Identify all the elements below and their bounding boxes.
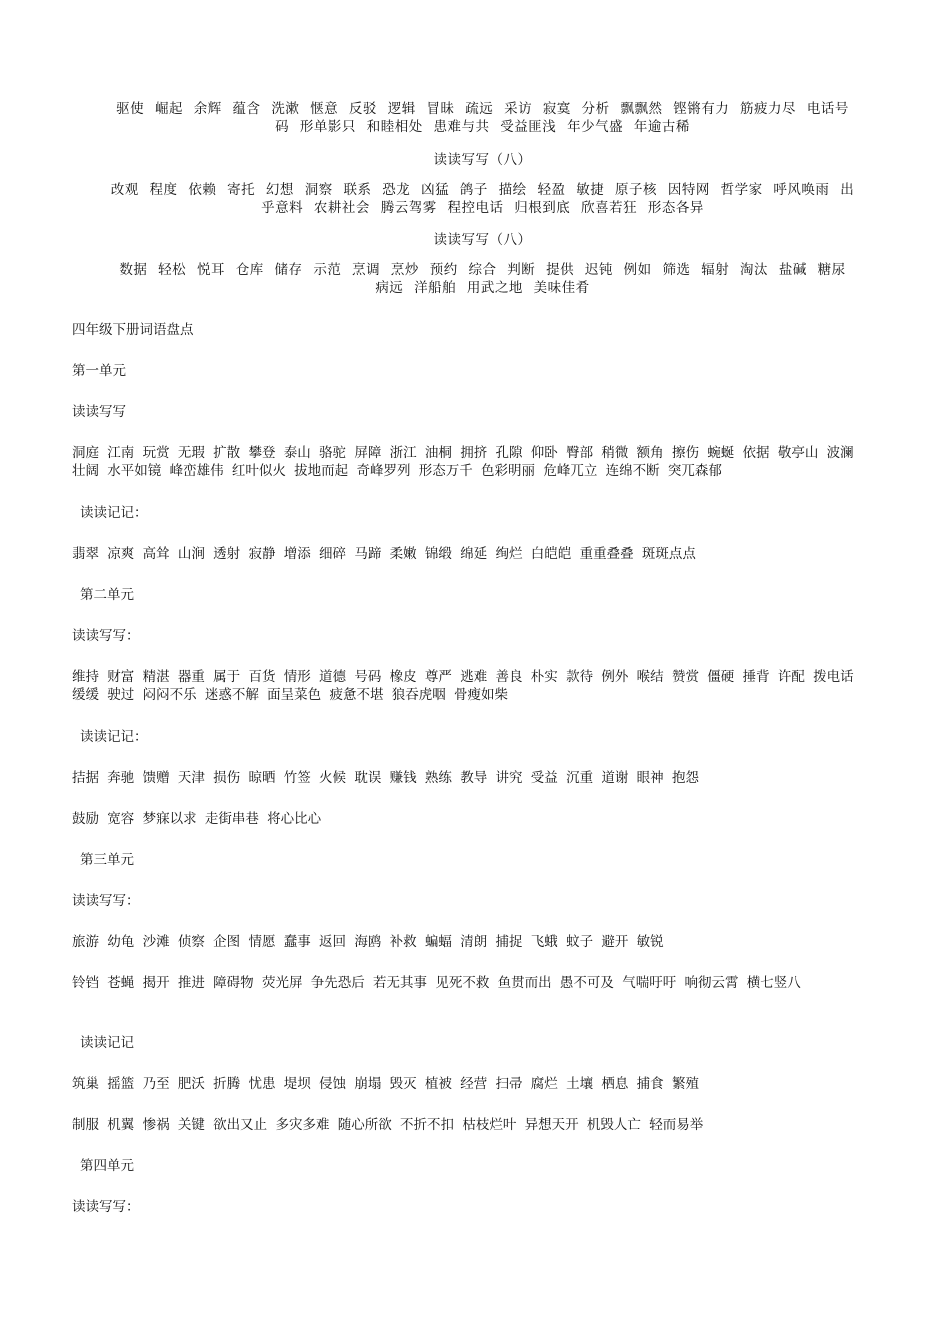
unit3-read-write-words-2: 铃铛 苍蝇 揭开 推进 障碍物 荧光屏 争先恐后 若无其事 见死不救 鱼贯而出 愚不可及 气喘吁吁 响彻云霄 横七竖八 <box>72 975 801 991</box>
unit2-title: 第二单元 <box>80 587 134 603</box>
unit3-read-remember-words: 筑巢 摇篮 乃至 肥沃 折腾 忧患 堤坝 侵蚀 崩塌 毁灭 植被 经营 扫帚 腐烂 土壤 栖息 捕食 繁殖 <box>72 1076 699 1092</box>
section-heading-2: 读读写写（八） <box>433 232 532 248</box>
unit3-title: 第三单元 <box>80 852 134 868</box>
unit2-read-remember-label: 读读记记： <box>80 729 148 745</box>
unit3-read-remember-words-2: 制服 机翼 惨祸 关键 欲出又止 多灾多难 随心所欲 不折不扣 枯枝烂叶 异想天开 机毁人亡 轻而易举 <box>72 1117 704 1133</box>
unit1-read-write-words: 洞庭 江南 玩赏 无瑕 扩散 攀登 泰山 骆驼 屏障 浙江 油桐 拥挤 孔隙 仰卧 臀部 稍微 额角 擦伤 蜿蜒 依据 敬亭山 波澜壮阔 水平如镜 峰峦雄伟 红叶似火 拔地而起 奇峰罗列 形态万千 色彩明丽 危峰兀立 连绵不断 突兀森郁 <box>72 445 854 479</box>
unit3-read-write-label: 读读写写： <box>72 893 140 909</box>
unit2-read-remember-words: 拮据 奔驰 馈赠 天津 损伤 晾晒 竹签 火候 耽误 赚钱 熟练 教导 讲究 受益 沉重 道谢 眼神 抱怨 <box>72 770 699 786</box>
unit2-read-write-words: 维持 财富 精湛 器重 属于 百货 情形 道德 号码 橡皮 尊严 逃难 善良 朴实 款待 例外 喉结 赞赏 僵硬 捶背 许配 拨电话 缓缓 驶过 闷闷不乐 迷惑不解 面呈菜色 疲惫不堪 狼吞虎咽 骨瘦如柴 <box>72 669 854 703</box>
unit1-read-remember-label: 读读记记： <box>80 505 148 521</box>
document-title: 四年级下册词语盘点 <box>72 322 194 338</box>
unit4-title: 第四单元 <box>80 1158 134 1174</box>
unit2-read-remember-words-2: 鼓励 宽容 梦寐以求 走街串巷 将心比心 <box>72 811 322 827</box>
unit1-read-write-label: 读读写写 <box>72 404 126 420</box>
unit2-read-write-label: 读读写写： <box>72 628 140 644</box>
unit1-title: 第一单元 <box>72 363 126 379</box>
unit1-read-remember-words: 翡翠 凉爽 高耸 山涧 透射 寂静 增添 细碎 马蹄 柔嫩 锦缎 绵延 绚烂 白皑皑 重重叠叠 斑斑点点 <box>72 546 696 562</box>
word-list-block-1: 驱使 崛起 余辉 蕴含 洗漱 惬意 反驳 逻辑 冒昧 疏远 采访 寂寞 分析 飘飘然 铿锵有力 筋疲力尽 电话号码 形单影只 和睦相处 患难与共 受益匪浅 年少气盛 年逾古稀 <box>116 101 849 135</box>
unit3-read-remember-label: 读读记记 <box>80 1035 134 1051</box>
unit4-read-write-label: 读读写写： <box>72 1199 140 1215</box>
word-list-block-2: 改观 程度 依赖 寄托 幻想 洞察 联系 恐龙 凶猛 鸽子 描绘 轻盈 敏捷 原子核 因特网 哲学家 呼风唤雨 出乎意料 农耕社会 腾云驾雾 程控电话 归根到底 欣喜若狂 形态各异 <box>110 182 855 216</box>
word-list-block-3: 数据 轻松 悦耳 仓库 储存 示范 烹调 烹炒 预约 综合 判断 提供 迟钝 例如 筛选 辐射 淘汰 盐碱 糖尿 病远 洋船舶 用武之地 美味佳肴 <box>119 262 846 296</box>
unit3-read-write-words: 旅游 幼龟 沙滩 侦察 企图 情愿 蠢事 返回 海鸥 补救 蝙蝠 清朗 捕捉 飞蛾 蚊子 避开 敏锐 <box>72 934 664 950</box>
section-heading-1: 读读写写（八） <box>433 152 532 168</box>
